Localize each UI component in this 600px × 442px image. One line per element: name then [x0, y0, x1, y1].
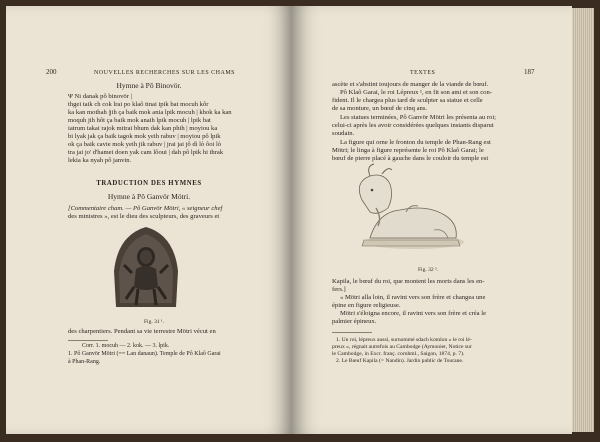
body-line: Pô Klaô Garai, le roi Lépreux ¹, en fit son ami et son con-: [340, 89, 492, 96]
cham-line: Ψ Ni danak pô binovör |: [68, 93, 132, 100]
translation-line: [Commentaire cham. — Pô Ganvör Mötri, « seigneur chef: [68, 205, 223, 212]
figure-32-bull-drawing: [348, 160, 466, 252]
body-line: épine en figure religieuse.: [332, 302, 401, 309]
page-edges: [572, 8, 594, 432]
cham-line: lekia ka nyah pô janvin.: [68, 157, 132, 164]
left-running-head: NOUVELLES RECHERCHES SUR LES CHAMS: [94, 70, 236, 76]
cham-line: ok ça baik cavie mok yeih jik rabuv | jrai jai jô dì lò ôoi lò: [68, 141, 222, 148]
right-page-number: 187: [524, 68, 535, 76]
body-line: ascète et s'abstint toujours de manger de la viande de bœuf.: [332, 81, 489, 88]
body-line: La figure qui orne le fronton du temple de Phan-Rang est: [340, 139, 491, 146]
figure-31-caption: Fig. 31 ¹.: [144, 319, 164, 325]
body-line: soudain.: [332, 130, 355, 137]
body-line: celui-ci après les avoir considérées quelques instants disparut: [332, 122, 494, 129]
figure-31-pediment-photo: [112, 225, 180, 309]
footnote: à Phan-Rang.: [68, 359, 101, 365]
cham-line: moquh jih hôt ça baik mok anaih lpik mocuh | lpik bat: [68, 117, 211, 124]
footnote: 1. Pô Ganvör Mötri (== Lan danaun). Temple de Pô Klaô Garai: [68, 351, 221, 357]
footnote-rule: [68, 340, 108, 341]
body-line: palmier épineux.: [332, 318, 377, 325]
after-figure-line: des charpentiers. Pendant sa vie terrestre Mötri vécut en: [68, 328, 216, 335]
cham-line: iatrum takai rajok mitrai bhum dak kan phih | moyiou ka: [68, 125, 218, 132]
footnote: preux », régnait autrefois au Cambodge (Aymonier, Notice sur: [332, 344, 472, 350]
body-line: fers.]: [332, 286, 346, 293]
body-line: Les statues terminées, Pô Ganvör Mötri les présenta au roi;: [340, 114, 497, 121]
footnote: 2. Le Bœuf Kapila (= Nandin). Jardin public de Tourane.: [336, 358, 464, 364]
cham-line: tra jai jo' d'hamei doen yak cam lôoui | dah pô lpik hi thrak: [68, 149, 224, 156]
translation-heading: TRADUCTION DES HYMNES: [96, 180, 202, 187]
hymn-title: Hymne à Pô Binovör.: [116, 81, 182, 90]
body-line: Kapila, le bœuf du roi, que montent les morts dans les en-: [332, 278, 485, 285]
left-page: [6, 6, 292, 434]
cham-line: ka kan mothah |jih ça baik mok ania lpik mocuh | khok ka kan: [68, 109, 232, 116]
figure-32-caption: Fig. 32 ².: [418, 267, 438, 273]
body-line: Mötri; le linga à figure représente le roi Pô Klaô Garai; le: [332, 147, 484, 154]
body-line: bœuf de pierre placé à gauche dans le couloir du temple est: [332, 155, 489, 162]
translation-line: des ministres », est le dieu des sculpteurs, des graveurs et: [68, 213, 220, 220]
right-running-head: TEXTES: [410, 70, 436, 76]
translation-subtitle: Hymne à Pô Ganvör Mötri.: [107, 192, 191, 201]
body-line: de sa monture, un bœuf de cinq ans.: [332, 105, 428, 112]
cham-line: bi lyak jak ça baik tagok mok yeih rabuv | moyiou pô lpik: [68, 133, 221, 140]
footnote: le Cambodge, in Excr. franç. cornhml., Saigon, 1874, p. 7).: [332, 351, 465, 357]
left-page-number: 200: [46, 68, 57, 76]
footnote: Corr. 1. mocuh — 2. kok. — 3. lpik.: [82, 343, 170, 349]
body-line: fident. Il le chargea plus tard de sculpter sa statue et celle: [332, 97, 483, 104]
body-line: Mötri s'éloigna encore, il ravint vers son frère et créa le: [340, 310, 487, 317]
body-line: « Mötri alla loin, il ravint vers son frère et changea une: [340, 294, 486, 301]
footnote: 1. Un roi, lépreux aussi, surnommé sdach komlon « le roi lé-: [336, 337, 472, 343]
footnote-rule: [332, 332, 372, 333]
cham-line: thgei taik ch cok lrai po klaô tinai ipik bat mocuh kôr: [68, 101, 209, 108]
